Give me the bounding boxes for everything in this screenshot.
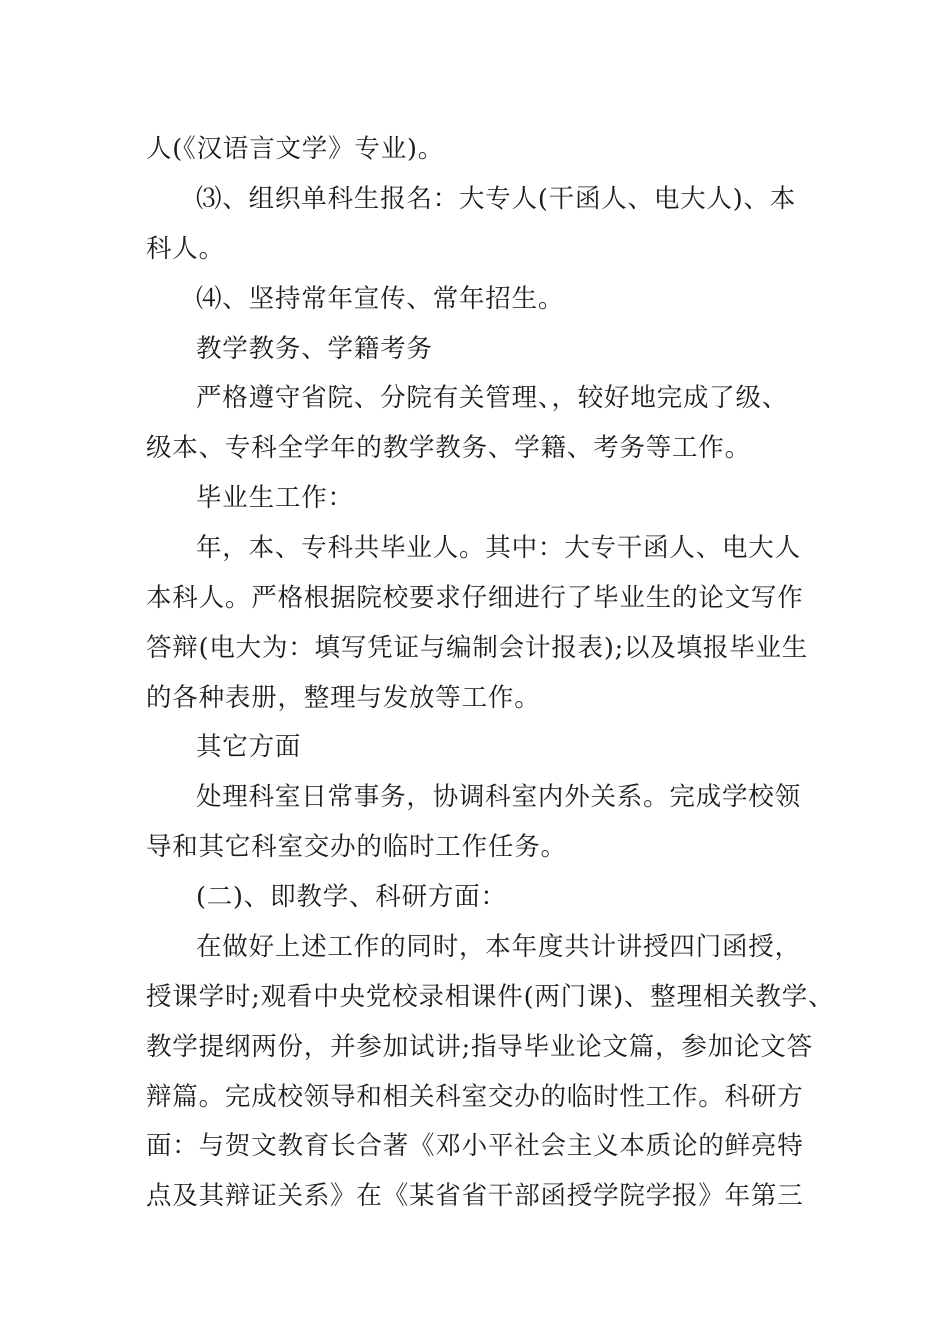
text-line: 答辩(电大为：填写凭证与编制会计报表);以及填报毕业生 [146, 633, 809, 663]
text-line: 教学提纲两份，并参加试讲;指导毕业论文篇，参加论文答 [146, 1032, 813, 1062]
text-line: 级本、专科全学年的教学教务、学籍、考务等工作。 [146, 433, 751, 463]
text-line: 面：与贺文教育长合著《邓小平社会主义本质论的鲜亮特 [146, 1131, 804, 1161]
text-line: 本科人。严格根据院校要求仔细进行了毕业生的论文写作 [146, 583, 804, 613]
section-heading: (二)、即教学、科研方面： [196, 882, 507, 912]
text-line: 严格遵守省院、分院有关管理、，较好地完成了级、 [196, 383, 789, 413]
text-line: 授课学时;观看中央党校录相课件(两门课)、整理相关教学、 [146, 982, 835, 1012]
text-line: 的各种表册，整理与发放等工作。 [146, 683, 541, 713]
text-line: 人(《汉语言文学》专业)。 [146, 134, 445, 164]
text-line: 年，本、专科共毕业人。其中：大专干函人、电大人 [196, 533, 801, 563]
text-line: ⑶、组织单科生报名：大专人(干函人、电大人)、本 [196, 184, 797, 214]
section-heading: 教学教务、学籍考务 [196, 334, 433, 364]
text-line: 点及其辩证关系》在《某省省干部函授学院学报》年第三 [146, 1181, 804, 1211]
text-line: 辩篇。完成校领导和相关科室交办的临时性工作。科研方 [146, 1082, 804, 1112]
text-line: 在做好上述工作的同时，本年度共计讲授四门函授， [196, 932, 801, 962]
text-line: 科人。 [146, 234, 225, 264]
text-line: 处理科室日常事务，协调科室内外关系。完成学校领 [196, 782, 801, 812]
section-heading: 其它方面 [196, 732, 302, 762]
section-heading: 毕业生工作： [196, 483, 354, 513]
text-line: ⑷、坚持常年宣传、常年招生。 [196, 284, 565, 314]
text-line: 导和其它科室交办的临时工作任务。 [146, 832, 567, 862]
